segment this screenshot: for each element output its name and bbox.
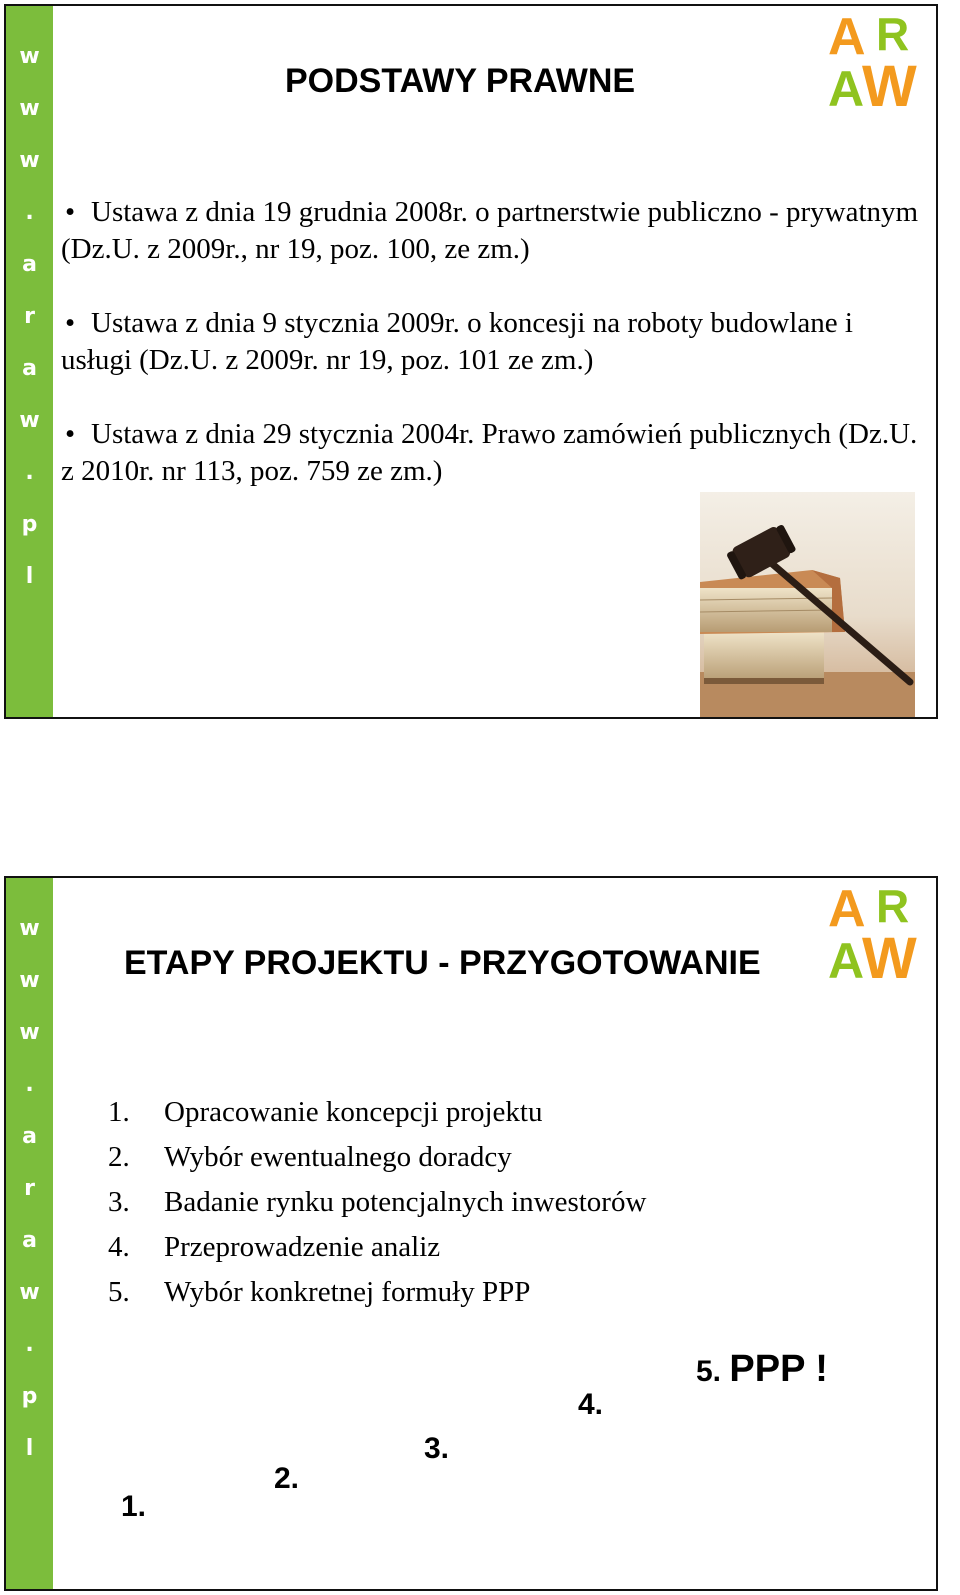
site-char: a bbox=[22, 1124, 37, 1149]
list-item bbox=[108, 1135, 646, 1180]
stair-step-2: 2. bbox=[274, 1462, 300, 1495]
stair-step-1: 1. bbox=[121, 1490, 147, 1523]
site-char: r bbox=[24, 1176, 35, 1201]
site-char: l bbox=[25, 564, 34, 589]
svg-text:A: A bbox=[828, 8, 866, 66]
slide-title: PODSTAWY PRAWNE bbox=[285, 62, 636, 100]
svg-text:R: R bbox=[876, 880, 910, 932]
site-char: w bbox=[19, 408, 40, 433]
step-number: 2. bbox=[108, 1141, 130, 1173]
stair-step-5 bbox=[696, 1348, 828, 1391]
side-strip bbox=[6, 6, 53, 717]
list-item bbox=[108, 1090, 646, 1135]
list-item bbox=[108, 1225, 646, 1270]
step-text: Badanie rynku potencjalnych inwestorów bbox=[164, 1186, 647, 1218]
step-number: 3. bbox=[108, 1186, 130, 1218]
list-item: • Ustawa z dnia 9 stycznia 2009r. o koncesji na roboty budowlane i usługi (Dz.U. z 2009r. nr 19, poz. 101 ze zm.) bbox=[61, 305, 931, 379]
list-item: • Ustawa z dnia 19 grudnia 2008r. o partnerstwie publiczno - prywatnym (Dz.U. z 2009r., nr 19, poz. 100, ze zm.) bbox=[61, 194, 931, 268]
website-vertical-text bbox=[6, 918, 53, 1490]
step-number: 5. bbox=[108, 1276, 130, 1308]
site-char: l bbox=[25, 1436, 34, 1461]
svg-text:A: A bbox=[828, 933, 865, 984]
site-char: p bbox=[21, 1384, 38, 1409]
step-text: Przeprowadzenie analiz bbox=[164, 1231, 441, 1263]
project-steps-list bbox=[108, 1090, 646, 1315]
list-item bbox=[108, 1180, 646, 1225]
site-char: w bbox=[19, 44, 40, 69]
step-text: Wybór ewentualnego doradcy bbox=[164, 1141, 512, 1173]
side-strip bbox=[6, 878, 53, 1589]
svg-text:W: W bbox=[862, 926, 917, 984]
site-char: p bbox=[21, 512, 38, 537]
site-char: r bbox=[24, 304, 35, 329]
araw-logo bbox=[826, 880, 930, 984]
svg-text:W: W bbox=[862, 54, 917, 112]
araw-logo bbox=[826, 8, 930, 112]
website-vertical-text bbox=[6, 46, 53, 618]
svg-text:A: A bbox=[828, 880, 866, 938]
svg-text:A: A bbox=[828, 61, 865, 112]
site-char: . bbox=[25, 1332, 34, 1357]
list-item: • Ustawa z dnia 29 stycznia 2004r. Prawo zamówień publicznych (Dz.U. z 2010r. nr 113, poz. 759 ze zm.) bbox=[61, 416, 931, 490]
step-text: Opracowanie koncepcji projektu bbox=[164, 1096, 543, 1128]
site-char: a bbox=[22, 356, 37, 381]
slide-etapy-projektu bbox=[4, 876, 938, 1591]
site-char: w bbox=[19, 148, 40, 173]
legal-basis-list bbox=[61, 194, 931, 527]
slide-podstawy-prawne bbox=[4, 4, 938, 719]
site-char: . bbox=[25, 460, 34, 485]
step-number: 4. bbox=[108, 1231, 130, 1263]
site-char: w bbox=[19, 1280, 40, 1305]
stair-step-4: 4. bbox=[578, 1388, 604, 1421]
site-char: . bbox=[25, 1072, 34, 1097]
svg-text:R: R bbox=[876, 8, 910, 60]
slide-title: ETAPY PROJEKTU - PRZYGOTOWANIE bbox=[124, 944, 761, 982]
site-char: a bbox=[22, 1228, 37, 1253]
stair-step-3: 3. bbox=[424, 1432, 450, 1465]
site-char: w bbox=[19, 1020, 40, 1045]
site-char: w bbox=[19, 96, 40, 121]
step-number: 1. bbox=[108, 1096, 130, 1128]
site-char: w bbox=[19, 968, 40, 993]
site-char: a bbox=[22, 252, 37, 277]
site-char: w bbox=[19, 916, 40, 941]
gavel-books-image bbox=[700, 492, 915, 717]
stair-step-5-label: PPP ! bbox=[729, 1348, 828, 1390]
step-text: Wybór konkretnej formuły PPP bbox=[164, 1276, 531, 1308]
list-item bbox=[108, 1270, 646, 1315]
stair-step-5-number: 5. bbox=[696, 1355, 722, 1388]
site-char: . bbox=[25, 200, 34, 225]
